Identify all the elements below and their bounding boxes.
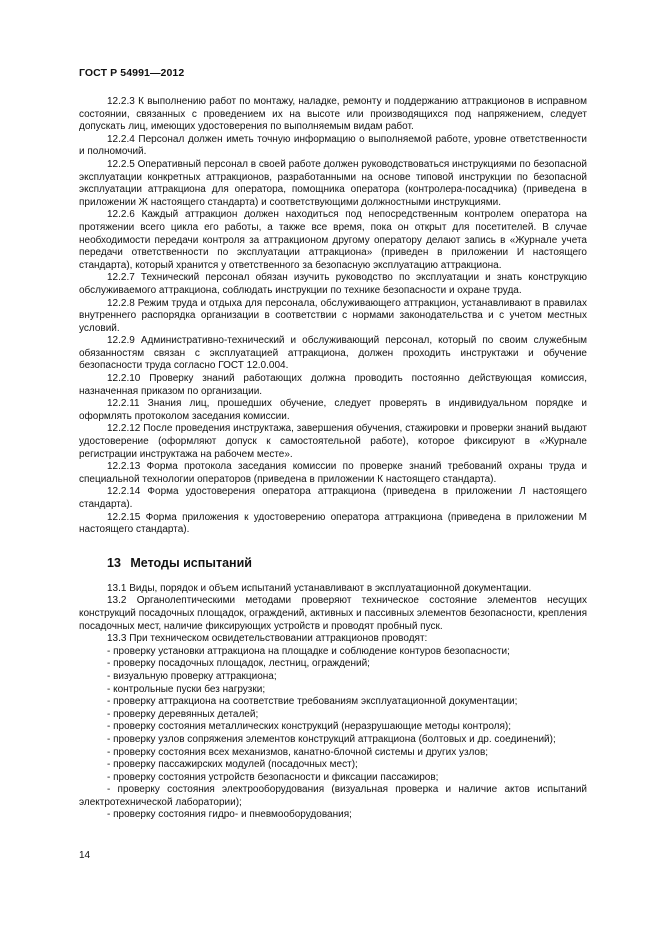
section-title: Методы испытаний [130,555,252,570]
paragraph-12-2-6: 12.2.6 Каждый аттракцион должен находиться под непосредственным контролем оператора на протяжении всего цикла его работы, а также все время, пока он открыт для посетителей. В случае необходимости передачи контроля за аттракционом другому оператору делают запись в «Журнале учета передачи ответственности по эксплуатации аттракциона» (приведен в приложении И настоящего стандарта), который хранится у ответственного за безопасную эксплуатацию аттракциона. [79,209,587,271]
paragraph-12-2-4: 12.2.4 Персонал должен иметь точную информацию о выполняемой работе, уровне ответственности и полномочий. [79,133,587,158]
list-item: - проверку установки аттракциона на площадке и соблюдение контуров безопасности; [107,645,510,657]
list-item: - проверку состояния электрооборудования (визуальная проверка и наличие актов испытаний электротехнической лаборатории); [79,784,587,808]
paragraph-12-2-8: 12.2.8 Режим труда и отдыха для персонала, обслуживающего аттракцион, устанавливают в правилах внутреннего распорядка организации в соответствии с нормами законодательства и с учетом местных условий. [79,297,587,334]
standard-header: ГОСТ Р 54991—2012 [79,67,185,79]
paragraph-12-2-13: 12.2.13 Форма протокола заседания комиссии по проверке знаний требований охраны труда и специальной технологии операторов (приведена в приложении К настоящего стандарта). [79,461,587,485]
list-item: - проверку деревянных деталей; [107,708,259,720]
list-item: - проверку состояния металлических конструкций (неразрушающие методы контроля); [107,721,512,733]
document-body [79,96,587,822]
paragraph-13-2: 13.2 Органолептическими методами проверяют техническое состояние элементов несущих конструкций посадочных площадок, ограждений, активных и пассивных элементов безопасности, крепления посадочных мест, наличие фиксирующих устройств и проводят пробный пуск. [79,595,587,632]
list-item: - проверку посадочных площадок, лестниц, ограждений; [107,658,370,670]
list-item: - визуальную проверку аттракциона; [107,670,277,682]
paragraph-12-2-10: 12.2.10 Проверку знаний работающих должна проводить постоянно действующая комиссия, назначенная приказом по организации. [79,373,587,397]
paragraph-13-3: 13.3 При техническом освидетельствовании аттракционов проводят: [107,633,428,645]
section-number: 13 [107,555,121,570]
paragraph-12-2-5: 12.2.5 Оперативный персонал в своей работе должен руководствоваться инструкциями по безопасной эксплуатации конкретных аттракционов, разработанными на основе типовой инструкции по безопасной эксплуатации аттракциона для оператора, помощника оператора (контролера-посадчика) (приведена в приложении Ж настоящего стандарта) и соответствующими должностными инструкциями. [79,158,587,208]
paragraph-12-2-14: 12.2.14 Форма удостоверения оператора аттракциона (приведена в приложении Л настоящего стандарта). [79,486,587,510]
paragraph-12-2-12: 12.2.12 После проведения инструктажа, завершения обучения, стажировки и проверки знаний выдают удостоверение (оформляют допуск к самостоятельной работе), которое фиксируют в «Журнале регистрации инструктажа на рабочем месте». [79,423,587,460]
list-item: - проверку аттракциона на соответствие требованиям эксплуатационной документации; [107,696,518,708]
inspection-list [79,646,587,822]
list-item: - проверку состояния всех механизмов, канатно-блочной системы и других узлов; [107,746,489,758]
list-item: - проверку пассажирских модулей (посадочных мест); [107,759,358,771]
list-item: - проверку состояния гидро- и пневмооборудования; [107,809,352,821]
section-heading [107,556,587,571]
paragraph-12-2-15: 12.2.15 Форма приложения к удостоверению оператора аттракциона (приведена в приложении М настоящего стандарта). [79,511,587,536]
page-number: 14 [79,850,91,861]
paragraph-12-2-7: 12.2.7 Технический персонал обязан изучить руководство по эксплуатации и знать конструкцию обслуживаемого аттракциона, соблюдать инструкции по технике безопасности и охране труда. [79,272,587,296]
paragraph-13-1: 13.1 Виды, порядок и объем испытаний устанавливают в эксплуатационной документации. [107,582,532,594]
clause-12-2-list [79,96,587,537]
list-item: - контрольные пуски без нагрузки; [107,683,266,695]
paragraph-12-2-11: 12.2.11 Знания лиц, прошедших обучение, следует проверять в индивидуальном порядке и оформлять протоколом заседания комиссии. [79,398,587,422]
list-item: - проверку состояния устройств безопасности и фиксации пассажиров; [107,771,439,783]
section-13-paragraphs [79,583,587,646]
paragraph-12-2-3: 12.2.3 К выполнению работ по монтажу, наладке, ремонту и поддержанию аттракционов в исправном состоянии, связанных с проведением их на высоте или производящихся под напряжением, следует допускать лиц, имеющих удостоверения по выполняемым видам работ. [79,96,587,133]
paragraph-12-2-9: 12.2.9 Административно-технический и обслуживающий персонал, который по своим служебным обязанностям связан с эксплуатацией аттракциона, должен проходить инструктажи и обучение безопасности труда согласно ГОСТ 12.0.004. [79,335,587,372]
list-item: - проверку узлов сопряжения элементов конструкций аттракциона (болтовых и др. соединений); [107,733,556,745]
